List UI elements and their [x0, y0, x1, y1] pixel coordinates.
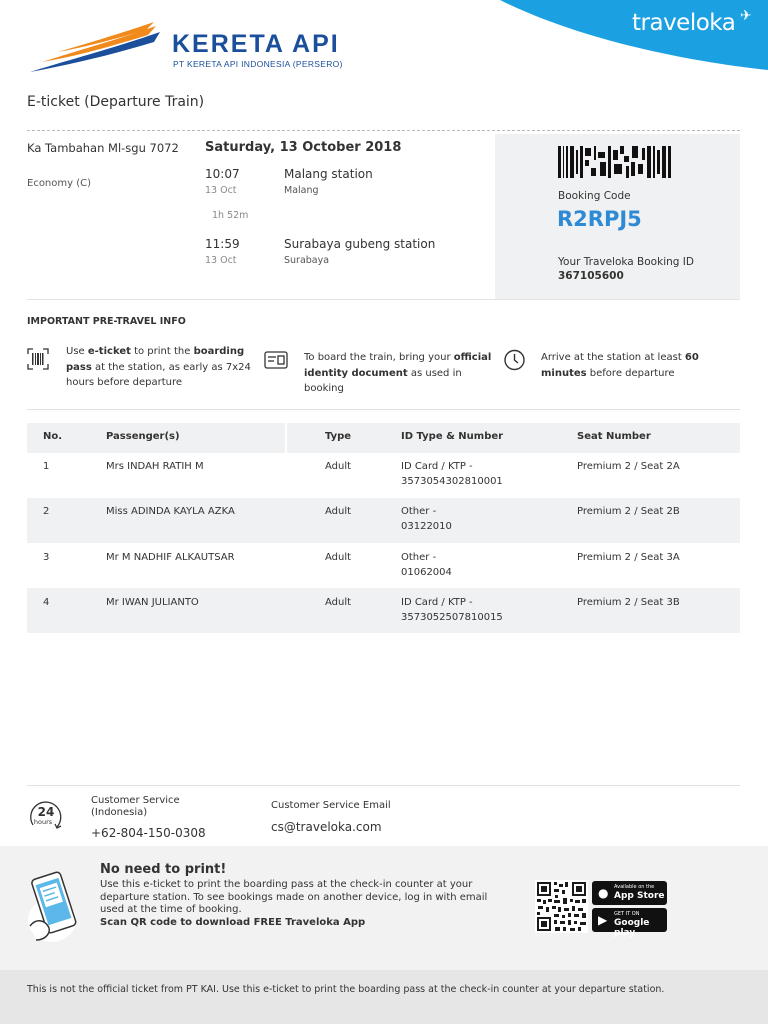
- play-icon: ▶: [598, 913, 608, 927]
- passenger-id-type: Other -: [401, 552, 437, 563]
- passenger-name: Mr M NADHIF ALKAUTSAR: [106, 552, 235, 563]
- traveloka-bird-icon: ✈: [740, 8, 752, 24]
- disclaimer-panel: [0, 970, 768, 1024]
- booking-code-label: Booking Code: [558, 190, 631, 202]
- barcode-scan-icon: [27, 348, 49, 370]
- passenger-id-type: ID Card / KTP -: [401, 461, 473, 472]
- app-store-small-label: Available on the: [614, 884, 655, 890]
- clock-icon: [503, 348, 526, 371]
- traveloka-booking-id: 367105600: [558, 270, 624, 282]
- passenger-type: Adult: [325, 597, 352, 608]
- pre-travel-item-arrive: Arrive at the station at least 60 minutes before departure: [541, 352, 699, 379]
- passenger-id-number: 03122010: [401, 521, 452, 532]
- kai-title: KERETA API: [172, 30, 340, 58]
- column-header-type: Type: [325, 431, 352, 442]
- no-print-title: No need to print!: [100, 862, 227, 877]
- passenger-seat: Premium 2 / Seat 2B: [577, 506, 680, 517]
- passenger-id-number: 01062004: [401, 567, 452, 578]
- app-store-label: App Store: [614, 891, 665, 901]
- passenger-id-type: Other -: [401, 506, 437, 517]
- apple-icon: ●: [598, 886, 609, 900]
- departure-date: 13 Oct: [205, 185, 237, 196]
- arrival-date: 13 Oct: [205, 255, 237, 266]
- column-header-seat: Seat Number: [577, 431, 651, 442]
- page-title: E-ticket (Departure Train): [27, 94, 205, 110]
- app-store-button[interactable]: [592, 881, 667, 905]
- barcode-icon: [558, 146, 672, 178]
- passenger-no: 2: [43, 506, 50, 517]
- arrival-time: 11:59: [205, 237, 240, 251]
- dashed-divider: [27, 130, 740, 131]
- qr-code-icon: [535, 880, 588, 933]
- pre-travel-item-eticket: Use e-ticket to print the boarding pass at the station, as early as 7x24 hours before departure: [66, 346, 251, 388]
- id-card-icon: [264, 351, 288, 369]
- customer-service-label: Customer Service (Indonesia): [91, 795, 180, 818]
- google-play-label: Google play: [614, 918, 650, 938]
- passenger-seat: Premium 2 / Seat 3A: [577, 552, 680, 563]
- passenger-name: Miss ADINDA KAYLA AZKA: [106, 506, 235, 517]
- passenger-name: Mrs INDAH RATIH M: [106, 461, 204, 472]
- divider: [27, 299, 740, 300]
- google-play-button[interactable]: [592, 908, 667, 938]
- traveloka-logo: traveloka: [632, 10, 736, 36]
- pre-travel-item-identity: To board the train, bring your official identity document as used in booking: [304, 352, 492, 394]
- arrival-station: Surabaya gubeng station: [284, 237, 436, 251]
- column-header-no: No.: [43, 431, 63, 442]
- divider: [27, 409, 740, 410]
- trip-duration: 1h 52m: [212, 210, 249, 221]
- passenger-type: Adult: [325, 552, 352, 563]
- train-class: Economy (C): [27, 178, 92, 189]
- column-header-passenger: Passenger(s): [106, 431, 180, 442]
- train-name: Ka Tambahan Ml-sgu 7072: [27, 141, 179, 155]
- 24-hours-unit: hours: [33, 818, 53, 826]
- passenger-type: Adult: [325, 461, 352, 472]
- kai-subtitle: PT KERETA API INDONESIA (PERSERO): [173, 59, 343, 69]
- table-header-divider: [285, 423, 287, 453]
- passenger-id-type: ID Card / KTP -: [401, 597, 473, 608]
- disclaimer-text: This is not the official ticket from PT KAI. Use this e-ticket to print the boarding pass at the check-in counter at your departure station.: [27, 984, 665, 995]
- traveloka-booking-label: Your Traveloka Booking ID: [558, 256, 694, 268]
- passenger-type: Adult: [325, 506, 352, 517]
- departure-city: Malang: [284, 185, 319, 196]
- passenger-seat: Premium 2 / Seat 2A: [577, 461, 680, 472]
- arrival-city: Surabaya: [284, 255, 330, 266]
- trip-date: Saturday, 13 October 2018: [205, 140, 402, 155]
- customer-service-phone[interactable]: +62-804-150-0308: [91, 826, 206, 840]
- departure-time: 10:07: [205, 167, 240, 181]
- passenger-no: 1: [43, 461, 50, 472]
- 24-hours-icon: [27, 797, 65, 835]
- divider: [27, 785, 740, 786]
- column-header-id: ID Type & Number: [401, 431, 504, 442]
- kai-logo-icon: [28, 22, 168, 74]
- passenger-no: 3: [43, 552, 50, 563]
- passenger-seat: Premium 2 / Seat 3B: [577, 597, 680, 608]
- phone-ticket-icon: [26, 868, 84, 944]
- 24-hours-number: 24: [37, 805, 55, 819]
- no-print-text: Use this e-ticket to print the boarding pass at the check-in counter at your departure station. To see bookings made on another device, log in with email used at the time of booking.: [100, 879, 488, 915]
- passenger-no: 4: [43, 597, 50, 608]
- customer-service-email[interactable]: cs@traveloka.com: [271, 820, 382, 834]
- pre-travel-heading: IMPORTANT PRE-TRAVEL INFO: [27, 316, 186, 327]
- customer-service-email-label: Customer Service Email: [271, 800, 391, 811]
- departure-station: Malang station: [284, 167, 373, 181]
- passenger-id-number: 3573052507810015: [401, 612, 503, 623]
- passenger-id-number: 3573054302810001: [401, 476, 503, 487]
- qr-download-text: Scan QR code to download FREE Traveloka App: [100, 917, 366, 928]
- google-play-small-label: GET IT ON: [614, 911, 640, 917]
- booking-code: R2RPJ5: [557, 207, 642, 231]
- passenger-name: Mr IWAN JULIANTO: [106, 597, 199, 608]
